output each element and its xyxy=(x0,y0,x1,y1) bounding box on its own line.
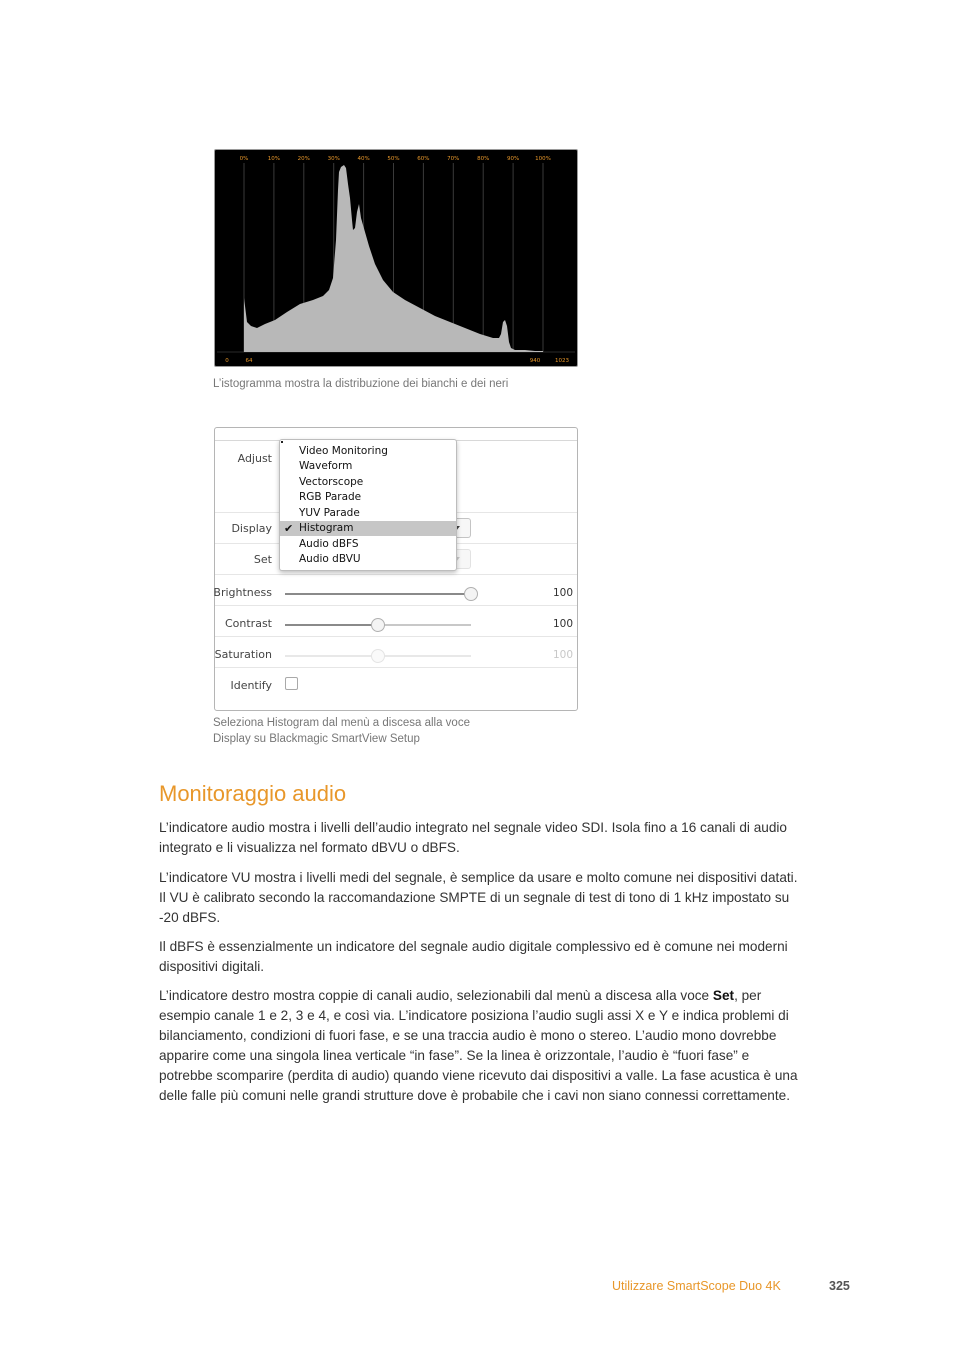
contrast-value: 100 xyxy=(553,618,574,630)
menu-item-label: Vectorscope xyxy=(299,476,364,488)
paragraph-3: Il dBFS è essenzialmente un indicatore del segnale audio digitale complessivo ed è comune nei moderni dispositivi digitali. xyxy=(159,939,788,974)
checkmark-icon: ✔ xyxy=(284,522,294,535)
brightness-slider[interactable] xyxy=(285,593,471,595)
menu-item-waveform[interactable] xyxy=(280,459,456,474)
paragraph-4-text-end: , per esempio canale 1 e 2, 3 e 4, e così via. L’indicatore posiziona l’audio sugli assi X e Y e indica problemi di bilanciamento, condizioni di fuori fase, e se una traccia audio è mono o stereo. L’audio mono dovrebbe apparire come una singola linea verticale “in fase”. Se la linea è orizzontale, l’audio è “fuori fase” e potrebbe scomparire (perdita di audio) quando viene ricevuto dai dispositivi a valle. La fase acustica è una delle falle più comuni nelle grandi strutture dove è probabile che i cavi non siano connessi correttamente. xyxy=(159,988,798,1103)
saturation-label: Saturation xyxy=(214,648,272,661)
histogram-percent-label: 90% xyxy=(506,156,520,162)
identify-label: Identify xyxy=(230,679,272,692)
menu-item-video-monitoring[interactable] xyxy=(280,444,456,459)
brightness-slider-knob[interactable] xyxy=(464,587,478,601)
histogram-percent-label: 70% xyxy=(447,156,460,162)
menu-item-yuv-parade[interactable] xyxy=(280,506,456,521)
histogram-code-label: 1023 xyxy=(555,358,569,364)
menu-item-label: Audio dBVU xyxy=(299,553,361,565)
footer-chapter-title: Utilizzare SmartScope Duo 4K xyxy=(612,1279,781,1293)
setup-caption-line-2: Display su Blackmagic SmartView Setup xyxy=(213,733,420,745)
menu-item-label: Histogram xyxy=(299,522,354,534)
identify-checkbox[interactable] xyxy=(285,677,298,690)
histogram-percent-label: 0% xyxy=(239,156,249,162)
histogram-figure xyxy=(214,149,578,367)
setup-caption xyxy=(213,715,470,747)
paragraph-1: L’indicatore audio mostra i livelli dell’audio integrato nel segnale video SDI. Isola fino a 16 canali di audio integrato e li visualizza nel formato dBVU o dBFS. xyxy=(159,820,787,855)
brightness-row xyxy=(215,574,577,606)
smartview-setup-panel xyxy=(214,427,578,711)
menu-item-label: Waveform xyxy=(299,460,353,472)
histogram-chart xyxy=(215,150,577,366)
setup-caption-line-1: Seleziona Histogram dal menù a discesa alla voce xyxy=(213,717,470,729)
histogram-code-label: 64 xyxy=(245,358,253,364)
saturation-row xyxy=(215,636,577,668)
section-heading: Monitoraggio audio xyxy=(159,781,347,806)
menu-item-label: YUV Parade xyxy=(299,507,360,519)
set-label: Set xyxy=(253,553,272,566)
menu-item-audio-dbfs[interactable] xyxy=(280,537,456,552)
menu-item-label: Video Monitoring xyxy=(299,445,388,457)
menu-item-vectorscope[interactable] xyxy=(280,475,456,490)
adjust-label: Adjust xyxy=(237,452,272,465)
saturation-slider[interactable] xyxy=(285,655,471,657)
contrast-row xyxy=(215,605,577,637)
brightness-slider-fill xyxy=(285,593,471,595)
display-label: Display xyxy=(231,522,272,535)
histogram-percent-label: 60% xyxy=(417,156,430,162)
menu-item-label: RGB Parade xyxy=(299,491,362,503)
histogram-code-label: 940 xyxy=(529,358,541,364)
histogram-percent-label: 30% xyxy=(327,156,340,162)
histogram-code-label: 0 xyxy=(225,358,229,364)
menu-item-histogram[interactable] xyxy=(280,521,456,536)
paragraph-4-text-start: L’indicatore destro mostra coppie di canali audio, selezionabili dal menù a discesa alla voce xyxy=(159,988,713,1003)
paragraph-2: L’indicatore VU mostra i livelli medi del segnale, è semplice da usare e molto comune nei dispositivi datati. Il VU è calibrato secondo la raccomandazione SMPTE di un segnale di test di tono di 1 kHz impostato su -20 dBFS. xyxy=(159,870,798,925)
contrast-label: Contrast xyxy=(224,617,272,630)
histogram-percent-label: 40% xyxy=(357,156,370,162)
brightness-value: 100 xyxy=(553,587,574,599)
histogram-percent-label: 10% xyxy=(267,156,281,162)
contrast-slider-fill xyxy=(285,624,378,626)
brightness-label: Brightness xyxy=(213,586,272,599)
saturation-slider-fill xyxy=(285,655,378,657)
display-dropdown-menu xyxy=(279,439,457,571)
contrast-slider-knob[interactable] xyxy=(371,618,385,632)
paragraph-4-bold-set: Set xyxy=(712,988,735,1003)
histogram-percent-label: 20% xyxy=(297,156,310,162)
contrast-slider[interactable] xyxy=(285,624,471,626)
menu-item-label: Audio dBFS xyxy=(299,538,359,550)
identify-row xyxy=(215,667,577,711)
saturation-value: 100 xyxy=(553,649,574,661)
histogram-percent-label: 50% xyxy=(387,156,400,162)
menu-item-rgb-parade[interactable] xyxy=(280,490,456,505)
histogram-caption: L’istogramma mostra la distribuzione dei bianchi e dei neri xyxy=(213,378,509,390)
paragraph-4 xyxy=(159,986,799,1106)
saturation-slider-knob[interactable] xyxy=(371,649,385,663)
histogram-percent-label: 80% xyxy=(477,156,490,162)
histogram-percent-label: 100% xyxy=(535,156,551,162)
menu-item-audio-dbvu[interactable] xyxy=(280,552,456,567)
menu-corner-dot xyxy=(281,441,283,443)
footer-page-number: 325 xyxy=(829,1279,850,1293)
